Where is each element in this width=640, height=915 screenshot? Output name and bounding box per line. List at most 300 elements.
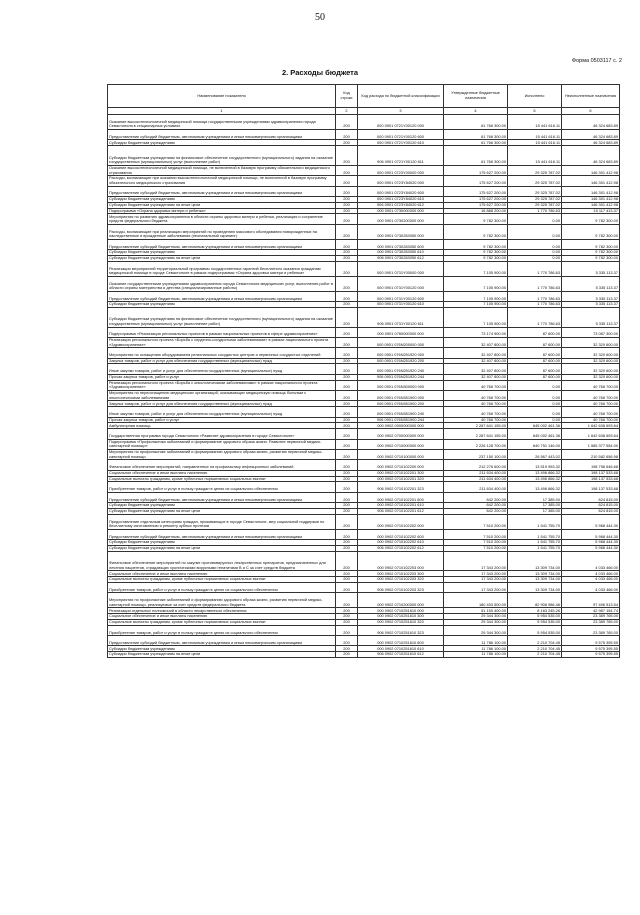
row-approved: 11 786 100.00 — [444, 646, 508, 652]
row-name: Мероприятия по профилактике заболеваний и формированию здорового образа жизни, развитию первичной медико-санитарной помощи — [108, 450, 336, 460]
row-approved: 17 343 200.00 — [444, 582, 508, 592]
table-row — [108, 224, 620, 239]
row-budget-code: 000 0901 076N351900 200 — [358, 401, 444, 407]
row-name: Закупка товаров, работ и услуг для обеспечения государственных (муниципальных) нужд — [108, 401, 336, 407]
row-line-code: 200 — [336, 115, 358, 130]
table-row — [108, 439, 620, 449]
row-executed: 87 600.00 — [508, 337, 562, 347]
row-budget-code: 000 0901 0731Y00000 000 — [358, 261, 444, 276]
row-budget-code: 000 0902 0710100000 000 — [358, 450, 444, 460]
row-line-code: 200 — [336, 307, 358, 327]
row-budget-code: 000 0902 0710102203 000 — [358, 551, 444, 571]
row-budget-code: 000 0901 0731Y00120 610 — [358, 302, 444, 308]
row-executed: 1 541 755.70 — [508, 514, 562, 529]
column-number: 1 — [108, 108, 336, 115]
row-executed: 17 385.00 — [508, 492, 562, 502]
row-name: Реализация мероприятий территориальной программы государственных гарантий бесплатного оказания гражданам медицинской помощи в городе Севастополе в рамках подпрограммы «Охрана здоровья матери и ребенка» — [108, 261, 336, 276]
row-unexecuted: 40 766 700.00 — [562, 407, 620, 417]
row-approved: 9 782 300.00 — [444, 224, 508, 239]
row-unexecuted: 4 033 466.00 — [562, 582, 620, 592]
row-line-code: 200 — [336, 250, 358, 256]
row-unexecuted: 198 137 533.68 — [562, 482, 620, 492]
table-row — [108, 165, 620, 175]
row-executed: 13 309 734.00 — [508, 571, 562, 577]
row-budget-code: 906 0901 0731Y00120 611 — [358, 307, 444, 327]
row-approved: 9 782 300.00 — [444, 239, 508, 249]
row-line-code: 200 — [336, 374, 358, 380]
row-line-code: 200 — [336, 593, 358, 608]
row-name: Подпрограмма «Профилактика заболеваний и формирование здорового образа жизни. Развитие первичной медико-санитарной помощи» — [108, 439, 336, 449]
row-executed: 0.00 — [508, 255, 562, 261]
row-budget-code: 000 0902 0710000000 000 — [358, 439, 444, 449]
row-budget-code: 000 0901 076N251920 240 — [358, 364, 444, 374]
row-executed: 87 600.00 — [508, 358, 562, 364]
row-budget-code: 000 0902 0710102201 610 — [358, 503, 444, 509]
row-approved: 32 407 800.00 — [444, 374, 508, 380]
table-row — [108, 380, 620, 390]
row-approved: 7 105 900.00 — [444, 307, 508, 327]
table-row — [108, 186, 620, 196]
row-approved: 61 766 300.00 — [444, 115, 508, 130]
row-budget-code: 000 0901 0730283050 610 — [358, 250, 444, 256]
row-executed: 1 541 755.70 — [508, 540, 562, 546]
row-budget-code: 906 0902 0710102202 612 — [358, 545, 444, 551]
row-executed: 0.00 — [508, 250, 562, 256]
row-unexecuted: 5 968 444.30 — [562, 514, 620, 529]
row-executed: 29 325 787.02 — [508, 186, 562, 196]
row-line-code: 200 — [336, 186, 358, 196]
table-row — [108, 391, 620, 401]
row-executed: 29 325 787.02 — [508, 165, 562, 175]
row-name: Мероприятия по развитию здравоохранения в области охраны здоровья матери и ребенка, реализация и сохранение средств федерального бюджета — [108, 214, 336, 224]
row-name: Прочая закупка товаров, работ и услуг — [108, 417, 336, 423]
table-row — [108, 261, 620, 276]
row-approved: 212 276 600.00 — [444, 460, 508, 470]
row-line-code: 200 — [336, 450, 358, 460]
row-approved: 2 226 128 700.00 — [444, 439, 508, 449]
row-unexecuted: 624 815.00 — [562, 492, 620, 502]
row-budget-code: 000 0902 0710102202 000 — [358, 514, 444, 529]
row-line-code: 200 — [336, 417, 358, 423]
row-unexecuted: 40 766 700.00 — [562, 380, 620, 390]
column-number-row — [108, 108, 620, 115]
row-approved: 2 287 641 155.00 — [444, 423, 508, 429]
row-unexecuted: 32 320 600.00 — [562, 358, 620, 364]
row-approved: 11 786 100.00 — [444, 652, 508, 658]
row-budget-code: 000 0902 0710200000 000 — [358, 593, 444, 608]
row-unexecuted: 210 582 656.98 — [562, 450, 620, 460]
row-unexecuted: 40 766 700.00 — [562, 391, 620, 401]
row-budget-code: 000 0902 0710251610 300 — [358, 614, 444, 620]
row-name: Предоставление субсидий бюджетным, автономным учреждениям и иным некоммерческим организациям — [108, 186, 336, 196]
row-name: Мероприятия по переоснащению медицинских организаций, оказывающих медицинскую помощь больным с онкологическими заболеваниями — [108, 391, 336, 401]
row-executed: 15 441 616.11 — [508, 146, 562, 166]
row-line-code: 200 — [336, 582, 358, 592]
row-unexecuted: 32 320 600.00 — [562, 337, 620, 347]
row-executed: 13 496 866.32 — [508, 476, 562, 482]
row-approved: 11 786 100.00 — [444, 636, 508, 646]
row-name: Субсидии бюджетным учреждениям на иные цели — [108, 545, 336, 551]
row-approved: 7 105 900.00 — [444, 261, 508, 276]
row-budget-code: 906 0901 0721Y00120 611 — [358, 146, 444, 166]
row-line-code: 200 — [336, 327, 358, 337]
row-unexecuted: 5 968 444.30 — [562, 545, 620, 551]
row-approved: 40 766 700.00 — [444, 417, 508, 423]
row-line-code: 200 — [336, 239, 358, 249]
row-executed: 87 600.00 — [508, 374, 562, 380]
row-name: Социальное обеспечение и иные выплаты населению — [108, 614, 336, 620]
row-executed: 2 210 704.45 — [508, 636, 562, 646]
row-name: Иные закупки товаров, работ и услуг для обеспечения государственных (муниципальных) нужд — [108, 407, 336, 417]
table-row — [108, 130, 620, 140]
table-row — [108, 652, 620, 658]
row-budget-code: 906 0902 0710251610 323 — [358, 625, 444, 635]
row-executed: 13 309 734.00 — [508, 582, 562, 592]
row-line-code: 200 — [336, 364, 358, 374]
row-line-code: 200 — [336, 619, 358, 625]
row-line-code: 200 — [336, 255, 358, 261]
row-executed: 0.00 — [508, 391, 562, 401]
row-approved: 175 627 200.00 — [444, 176, 508, 186]
row-budget-code: 906 0901 0723Y84020 612 — [358, 202, 444, 208]
page-number: 50 — [315, 12, 325, 23]
row-line-code: 200 — [336, 176, 358, 186]
row-unexecuted: 1 642 638 693.64 — [562, 423, 620, 429]
row-executed: 15 441 616.11 — [508, 115, 562, 130]
row-executed: 26 567 443.02 — [508, 450, 562, 460]
row-unexecuted: 198 756 646.68 — [562, 460, 620, 470]
header-unexecuted: Неисполненные назначения — [562, 85, 620, 108]
row-executed: 13 519 953.32 — [508, 460, 562, 470]
row-executed: 2 210 704.45 — [508, 646, 562, 652]
row-name: Предоставление субсидий бюджетным, автономным учреждениям и иным некоммерческим организациям — [108, 636, 336, 646]
row-line-code: 200 — [336, 202, 358, 208]
row-executed: 29 325 787.02 — [508, 196, 562, 202]
row-approved: 73 174 900.00 — [444, 327, 508, 337]
row-approved: 175 627 200.00 — [444, 165, 508, 175]
header-budget-code: Код расхода по бюджетной классификации — [358, 85, 444, 108]
table-row — [108, 146, 620, 166]
row-line-code: 200 — [336, 545, 358, 551]
row-unexecuted: 198 137 533.68 — [562, 476, 620, 482]
row-unexecuted: 40 766 700.00 — [562, 417, 620, 423]
row-unexecuted: 146 301 412.98 — [562, 196, 620, 202]
row-unexecuted: 46 324 683.89 — [562, 115, 620, 130]
table-row — [108, 429, 620, 439]
row-unexecuted: 146 301 412.98 — [562, 165, 620, 175]
row-name: Расходы, возникающие при оказании высокотехнологичной медицинской помощи, не включенной в базовую программу обязательного медицинского страхования — [108, 176, 336, 186]
row-line-code: 200 — [336, 291, 358, 301]
row-budget-code: 000 0901 0730000000 000 — [358, 208, 444, 214]
row-name: Предоставление отдельным категориям граждан, проживающих в городе Севастополе, мер социальной поддержки по бесплатному изготовлению и ремонту зубных протезов — [108, 514, 336, 529]
row-unexecuted: 15 117 413.37 — [562, 208, 620, 214]
row-line-code: 200 — [336, 652, 358, 658]
row-name: Субсидии бюджетным учреждениям — [108, 302, 336, 308]
row-unexecuted: 624 815.00 — [562, 503, 620, 509]
column-number: 3 — [358, 108, 444, 115]
row-name: Оказание государственными учреждениями здравоохранения города Севастополя медицинских услуг, выполнения работ в области охраны материнства и детства (специализированные работы) — [108, 276, 336, 291]
row-executed: 1 770 786.63 — [508, 302, 562, 308]
row-line-code: 200 — [336, 476, 358, 482]
row-name: Приобретение товаров, работ и услуг в пользу граждан в целях их социального обеспечения — [108, 482, 336, 492]
row-budget-code: 000 0902 0710102203 300 — [358, 571, 444, 577]
row-name: Субсидии бюджетным учреждениям на иные цели — [108, 508, 336, 514]
row-line-code: 200 — [336, 429, 358, 439]
row-budget-code: 000 0901 076N300000 000 — [358, 380, 444, 390]
row-line-code: 200 — [336, 224, 358, 239]
row-name: Оказание высокотехнологичной медицинской помощи государственными учреждениями здравоохранения города Севастополя в стационарных условиях — [108, 115, 336, 130]
row-budget-code: 000 0901 0730283050 600 — [358, 239, 444, 249]
row-name: Субсидии бюджетным учреждениям на финансовое обеспечение государственного (муниципального) задания на оказание государственных (муниципальных) услуг (выполнение работ) — [108, 146, 336, 166]
row-approved: 32 407 800.00 — [444, 364, 508, 374]
table-row — [108, 239, 620, 249]
row-name: Мероприятия по профилактике заболеваний и формированию здорового образа жизни, развитию первичной медико-санитарной помощи, реализуемые за счет средств федерального бюджета — [108, 593, 336, 608]
row-name: Субсидии бюджетным учреждениям на иные цели — [108, 652, 336, 658]
row-unexecuted: 5 335 113.37 — [562, 302, 620, 308]
row-executed: 1 770 786.63 — [508, 261, 562, 276]
row-line-code: 200 — [336, 514, 358, 529]
row-line-code: 200 — [336, 146, 358, 166]
row-name: Приобретение товаров, работ и услуг в пользу граждан в целях их социального обеспечения — [108, 582, 336, 592]
row-executed: 640 751 146.00 — [508, 439, 562, 449]
row-budget-code: 906 0901 0730283050 612 — [358, 255, 444, 261]
row-unexecuted: 9 782 300.00 — [562, 250, 620, 256]
row-name: Финансовое обеспечение мероприятий по закупке противовирусных лекарственных препаратов, предназначенных для лечения пациентов, страдающих хроническими вирусными гепатитами B и C за счет средств бюджета — [108, 551, 336, 571]
row-budget-code: 000 0902 0700000000 000 — [358, 429, 444, 439]
row-line-code: 200 — [336, 492, 358, 502]
row-approved: 9 782 300.00 — [444, 255, 508, 261]
row-line-code: 200 — [336, 407, 358, 417]
table-row — [108, 450, 620, 460]
row-budget-code: 000 0902 0710251610 610 — [358, 646, 444, 652]
row-budget-code: 000 0901 0760000000 000 — [358, 327, 444, 337]
row-budget-code: 000 0901 0723Y00000 000 — [358, 165, 444, 175]
row-executed: 0.00 — [508, 407, 562, 417]
table-row — [108, 492, 620, 502]
row-name: Социальные выплаты гражданам, кроме публичных нормативных социальных выплат — [108, 577, 336, 583]
row-budget-code: 906 0902 0710251610 612 — [358, 652, 444, 658]
row-executed: 87 600.00 — [508, 348, 562, 358]
row-line-code: 200 — [336, 636, 358, 646]
row-executed: 5 954 535.00 — [508, 614, 562, 620]
row-executed: 1 770 786.63 — [508, 276, 562, 291]
row-unexecuted: 5 335 113.37 — [562, 261, 620, 276]
row-line-code: 200 — [336, 540, 358, 546]
row-budget-code: 000 0901 0723Y84020 600 — [358, 186, 444, 196]
row-approved: 40 766 700.00 — [444, 391, 508, 401]
row-executed: 13 496 866.32 — [508, 470, 562, 476]
row-line-code: 200 — [336, 276, 358, 291]
row-executed: 15 441 616.11 — [508, 140, 562, 146]
row-budget-code: 000 0902 0000000000 000 — [358, 423, 444, 429]
row-unexecuted: 73 087 300.00 — [562, 327, 620, 337]
row-name: Субсидии бюджетным учреждениям — [108, 196, 336, 202]
row-name: Приобретение товаров, работ и услуг в пользу граждан в целях их социального обеспечения — [108, 625, 336, 635]
column-number: 4 — [444, 108, 508, 115]
row-unexecuted: 46 324 683.89 — [562, 146, 620, 166]
row-unexecuted: 5 335 113.37 — [562, 307, 620, 327]
row-unexecuted: 46 324 683.89 — [562, 140, 620, 146]
row-unexecuted: 4 033 466.00 — [562, 551, 620, 571]
row-line-code: 200 — [336, 508, 358, 514]
row-line-code: 200 — [336, 391, 358, 401]
row-unexecuted: 9 575 395.55 — [562, 636, 620, 646]
row-unexecuted: 1 585 377 554.00 — [562, 439, 620, 449]
row-budget-code: 000 0901 076N351900 240 — [358, 407, 444, 417]
row-approved: 642 200.00 — [444, 492, 508, 502]
row-approved: 7 105 900.00 — [444, 291, 508, 301]
row-line-code: 200 — [336, 529, 358, 539]
header-executed: Исполнено — [508, 85, 562, 108]
row-budget-code: 000 0901 076N351900 000 — [358, 391, 444, 401]
row-approved: 7 510 200.00 — [444, 529, 508, 539]
row-name: Социальное обеспечение и иные выплаты населению — [108, 571, 336, 577]
row-budget-code: 000 0901 0723Y84020 000 — [358, 176, 444, 186]
row-approved: 29 344 300.00 — [444, 614, 508, 620]
row-name: Субсидии бюджетным учреждениям на финансовое обеспечение государственного (муниципального) задания на оказание государственных (муниципальных) услуг (выполнение работ) — [108, 307, 336, 327]
row-unexecuted: 5 335 113.37 — [562, 291, 620, 301]
row-approved: 7 105 900.00 — [444, 302, 508, 308]
row-unexecuted: 97 496 513.54 — [562, 593, 620, 608]
row-name: Иные закупки товаров, работ и услуг для обеспечения государственных (муниципальных) нужд — [108, 364, 336, 374]
row-approved: 40 766 700.00 — [444, 401, 508, 407]
table-row — [108, 460, 620, 470]
row-line-code: 200 — [336, 130, 358, 140]
row-approved: 9 782 300.00 — [444, 214, 508, 224]
expenses-table — [107, 84, 620, 658]
row-budget-code: 906 0902 0710102203 323 — [358, 582, 444, 592]
row-line-code: 200 — [336, 482, 358, 492]
row-budget-code: 000 0901 0731Y00120 600 — [358, 291, 444, 301]
row-name: Субсидии бюджетным учреждениям — [108, 646, 336, 652]
row-line-code: 200 — [336, 571, 358, 577]
row-executed: 13 309 734.00 — [508, 551, 562, 571]
row-unexecuted: 9 575 395.55 — [562, 646, 620, 652]
row-approved: 211 634 400.00 — [444, 476, 508, 482]
row-unexecuted: 1 642 638 693.64 — [562, 429, 620, 439]
table-row — [108, 214, 620, 224]
row-approved: 175 627 200.00 — [444, 186, 508, 196]
row-approved: 29 344 300.00 — [444, 619, 508, 625]
row-line-code: 200 — [336, 460, 358, 470]
row-line-code: 200 — [336, 380, 358, 390]
row-approved: 642 200.00 — [444, 508, 508, 514]
row-approved: 17 343 200.00 — [444, 551, 508, 571]
row-unexecuted: 5 335 113.37 — [562, 276, 620, 291]
row-unexecuted: 9 782 300.00 — [562, 214, 620, 224]
row-approved: 32 407 800.00 — [444, 348, 508, 358]
row-budget-code: 000 0901 076N251920 200 — [358, 358, 444, 364]
row-approved: 40 766 700.00 — [444, 380, 508, 390]
row-line-code: 200 — [336, 214, 358, 224]
row-name: Подпрограмма «Реализация региональных проектов в рамках национальных проектов в сфере здравоохранения» — [108, 327, 336, 337]
table-row — [108, 582, 620, 592]
row-approved: 175 627 200.00 — [444, 196, 508, 202]
row-line-code: 200 — [336, 140, 358, 146]
row-unexecuted: 5 968 444.30 — [562, 529, 620, 539]
table-row — [108, 593, 620, 608]
row-line-code: 200 — [336, 608, 358, 614]
table-row — [108, 514, 620, 529]
row-unexecuted: 46 324 683.89 — [562, 130, 620, 140]
table-row — [108, 291, 620, 301]
row-executed: 13 309 734.00 — [508, 577, 562, 583]
row-approved: 17 343 200.00 — [444, 577, 508, 583]
row-unexecuted: 198 137 533.68 — [562, 470, 620, 476]
row-budget-code: 000 0902 0710251610 000 — [358, 608, 444, 614]
row-executed: 87 600.00 — [508, 364, 562, 374]
row-approved: 7 510 200.00 — [444, 540, 508, 546]
row-line-code: 200 — [336, 358, 358, 364]
row-budget-code: 000 0902 0710102201 320 — [358, 476, 444, 482]
row-name: Мероприятия по оснащению оборудованием региональных сосудистых центров и первичных сосудистых отделений — [108, 348, 336, 358]
row-approved: 32 407 800.00 — [444, 337, 508, 347]
row-unexecuted: 23 389 765.00 — [562, 625, 620, 635]
row-approved: 211 634 400.00 — [444, 482, 508, 492]
row-unexecuted: 4 033 466.00 — [562, 571, 620, 577]
row-line-code: 200 — [336, 551, 358, 571]
row-approved: 61 766 300.00 — [444, 130, 508, 140]
row-name: Предоставление субсидий бюджетным, автономным учреждениям и иным некоммерческим организациям — [108, 291, 336, 301]
row-line-code: 200 — [336, 302, 358, 308]
row-budget-code: 000 0902 0710102203 320 — [358, 577, 444, 583]
table-row — [108, 407, 620, 417]
row-executed: 645 002 461.36 — [508, 423, 562, 429]
row-name: Реализация отдельных полномочий в области лекарственного обеспечения — [108, 608, 336, 614]
row-approved: 32 407 800.00 — [444, 358, 508, 364]
column-number: 5 — [508, 108, 562, 115]
row-line-code: 200 — [336, 165, 358, 175]
row-approved: 7 510 200.00 — [444, 545, 508, 551]
row-executed: 87 600.00 — [508, 327, 562, 337]
row-approved: 7 105 900.00 — [444, 276, 508, 291]
row-budget-code: 000 0901 0721Y00120 600 — [358, 130, 444, 140]
row-budget-code: 906 0901 076N251920 244 — [358, 374, 444, 380]
row-executed: 645 002 461.36 — [508, 429, 562, 439]
row-executed: 5 954 535.00 — [508, 625, 562, 635]
row-budget-code: 000 0901 0730200000 000 — [358, 214, 444, 224]
row-budget-code: 000 0902 0710102201 600 — [358, 492, 444, 502]
row-executed: 0.00 — [508, 401, 562, 407]
row-unexecuted: 9 575 395.55 — [562, 652, 620, 658]
row-name: Субсидии бюджетным учреждениям — [108, 503, 336, 509]
row-name: Социальные выплаты гражданам, кроме публичных нормативных социальных выплат — [108, 619, 336, 625]
row-approved: 16 888 200.00 — [444, 208, 508, 214]
row-budget-code: 000 0902 0710251610 320 — [358, 619, 444, 625]
table-row — [108, 482, 620, 492]
row-line-code: 200 — [336, 625, 358, 635]
row-line-code: 200 — [336, 503, 358, 509]
row-name: Субсидии бюджетным учреждениям — [108, 250, 336, 256]
row-unexecuted: 32 320 600.00 — [562, 348, 620, 358]
row-executed: 17 385.00 — [508, 508, 562, 514]
row-unexecuted: 9 782 300.00 — [562, 239, 620, 249]
row-approved: 7 510 200.00 — [444, 514, 508, 529]
row-unexecuted: 146 301 412.98 — [562, 186, 620, 196]
row-budget-code: 000 0901 0723Y84020 610 — [358, 196, 444, 202]
row-budget-code: 906 0902 0710102201 612 — [358, 508, 444, 514]
row-line-code: 200 — [336, 577, 358, 583]
row-line-code: 200 — [336, 261, 358, 276]
row-name: Государственная программа города Севастополя «Развитие здравоохранения в городе Севастополе» — [108, 429, 336, 439]
row-line-code: 200 — [336, 208, 358, 214]
row-approved: 180 403 500.00 — [444, 593, 508, 608]
header-line-code: Код строки — [336, 85, 358, 108]
table-row — [108, 115, 620, 130]
row-name: Реализация регионального проекта «Борьба с онкологическими заболеваниями» в рамках национального проекта «Здравоохранение» — [108, 380, 336, 390]
row-executed: 0.00 — [508, 380, 562, 390]
row-name: Субсидии бюджетным учреждениям на иные цели — [108, 255, 336, 261]
